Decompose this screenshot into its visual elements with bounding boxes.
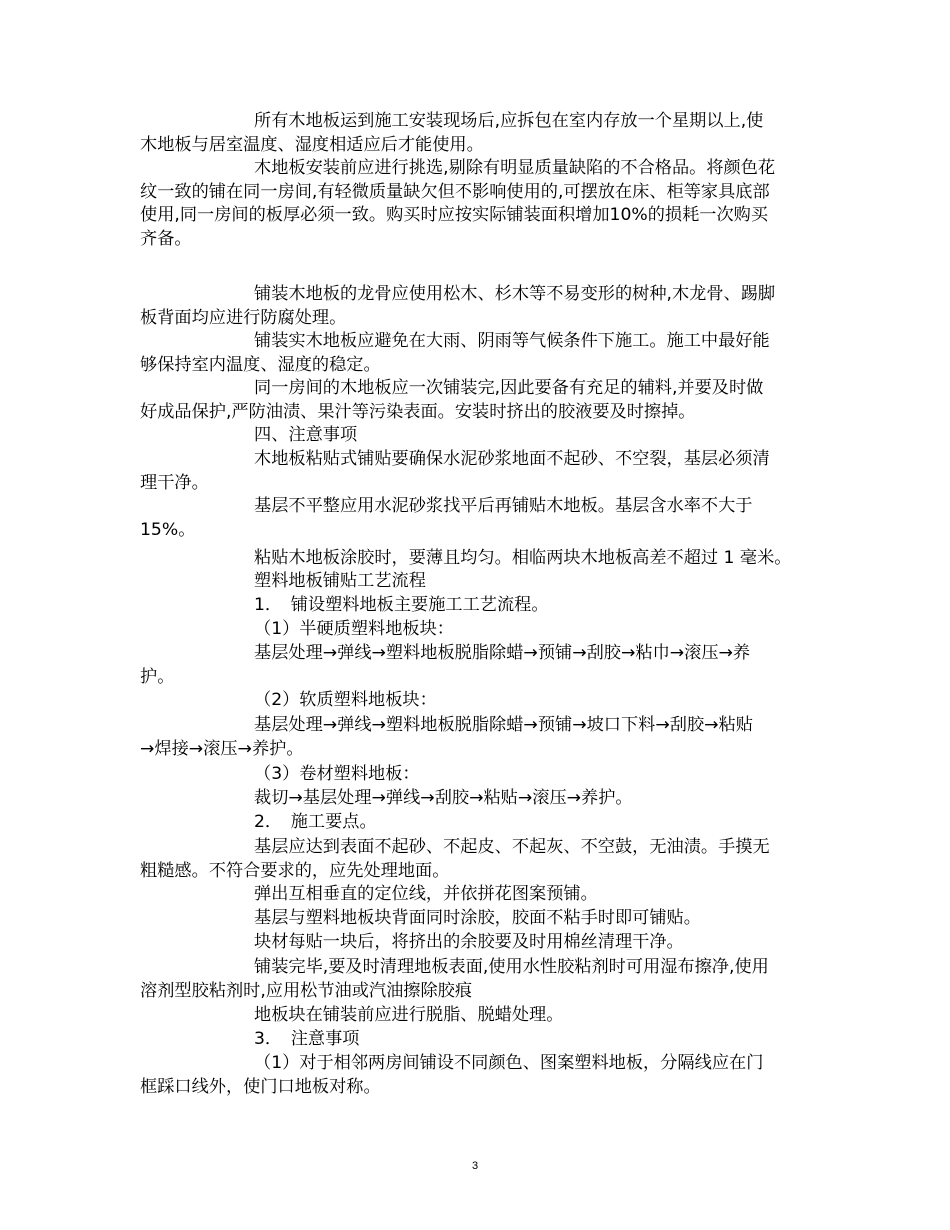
text-line: 板背面均应进行防腐处理。	[140, 307, 347, 328]
text-line: 木地板与居室温度、湿度相适应后才能使用。	[140, 134, 484, 155]
text-line: 够保持室内温度、湿度的稳定。	[140, 354, 381, 375]
subsection-heading: 2． 施工要点。	[254, 812, 377, 832]
paragraph-selection	[140, 157, 815, 251]
text-line: 基层不平整应用水泥砂浆找平后再铺贴木地板。基层含水率不大于	[254, 496, 753, 516]
text-line: 理干净。	[140, 472, 209, 493]
paragraph-leveling	[140, 495, 815, 542]
paragraph-clean-glue: 块材每贴一块后，将挤出的余胶要及时用棉丝清理干净。	[254, 932, 684, 952]
paragraph-positioning: 弹出互相垂直的定位线，并依拼花图案预铺。	[254, 884, 598, 904]
subsection-heading: 1． 铺设塑料地板主要施工工艺流程。	[254, 595, 549, 615]
paragraph-flow-semi-rigid	[140, 642, 815, 689]
paragraph-degrease: 地板块在铺装前应进行脱脂、脱蜡处理。	[254, 1005, 564, 1025]
text-line: 纹一致的铺在同一房间,有轻微质量缺欠但不影响使用的,可摆放在床、柜等家具底部	[140, 181, 770, 202]
text-line: 基层处理→弹线→塑料地板脱脂除蜡→预铺→坡口下料→刮胶→粘贴	[254, 715, 753, 735]
list-item-heading: （1）半硬质塑料地板块：	[254, 619, 454, 639]
list-item-heading: （2）软质塑料地板块：	[254, 690, 437, 710]
text-line: 铺装实木地板应避免在大雨、阴雨等气候条件下施工。施工中最好能	[254, 331, 770, 351]
section-heading: 塑料地板铺贴工艺流程	[254, 571, 426, 591]
paragraph-glue-both: 基层与塑料地板块背面同时涂胶，胶面不粘手时即可铺贴。	[254, 908, 701, 928]
text-line: 木地板粘贴式铺贴要确保水泥砂浆地面不起砂、不空裂，基层必须清	[254, 449, 770, 469]
text-line: 框踩口线外，使门口地板对称。	[140, 1076, 381, 1097]
text-line: 基层处理→弹线→塑料地板脱脂除蜡→预铺→刮胶→粘巾→滚压→养	[254, 643, 751, 663]
paragraph-base-requirements	[140, 836, 815, 883]
text-line: 基层应达到表面不起砂、不起皮、不起灰、不空鼓，无油渍。手摸无	[254, 837, 770, 857]
page-number: 3	[471, 1160, 479, 1172]
paragraph-glue-base	[140, 448, 815, 495]
text-line: 使用,同一房间的板厚必须一致。购买时应按实际铺装面积增加10%的损耗一次购买	[140, 205, 769, 225]
text-line: 溶剂型胶粘剂时,应用松节油或汽油擦除胶痕	[140, 980, 473, 1001]
paragraph-divider-line	[140, 1052, 815, 1099]
list-item-heading: （3）卷材塑料地板：	[254, 764, 420, 784]
text-line: 护。	[140, 666, 175, 687]
subsection-heading: 3． 注意事项	[254, 1029, 360, 1049]
text-line: →焊接→滚压→养护。	[140, 738, 304, 759]
paragraph-glue-thin: 粘贴木地板涂胶时，要薄且均匀。相临两块木地板高差不超过 1 毫米。	[254, 548, 792, 568]
text-line: 木地板安装前应进行挑选,剔除有明显质量缺陷的不合格品。将颜色花	[254, 158, 776, 178]
section-heading: 四、注意事项	[254, 425, 358, 445]
text-line: 铺装木地板的龙骨应使用松木、杉木等不易变形的树种,木龙骨、踢脚	[254, 284, 776, 304]
text-line: 所有木地板运到施工安装现场后,应拆包在室内存放一个星期以上,使	[254, 111, 764, 131]
text-line: （1）对于相邻两房间铺设不同颜色、图案塑料地板，分隔线应在门	[254, 1053, 764, 1073]
paragraph-weather	[140, 330, 815, 377]
paragraph-storage	[140, 110, 815, 157]
paragraph-after-finish	[140, 956, 815, 1003]
text-line: 齐备。	[140, 228, 192, 249]
text-line: 15%。	[140, 519, 196, 540]
paragraph-keel	[140, 283, 815, 330]
text-line: 粗糙感。不符合要求的，应先处理地面。	[140, 860, 450, 881]
text-line: 同一房间的木地板应一次铺装完,因此要备有充足的辅料,并要及时做	[254, 378, 764, 398]
text-line: 铺装完毕,要及时清理地板表面,使用水性胶粘剂时可用湿布擦净,使用	[254, 957, 769, 977]
paragraph-flow-roll: 裁切→基层处理→弹线→刮胶→粘贴→滚压→养护。	[254, 788, 633, 808]
paragraph-flow-soft	[140, 714, 815, 761]
text-line: 好成品保护,严防油渍、果汁等污染表面。安装时挤出的胶液要及时擦掉。	[140, 401, 696, 422]
paragraph-protection	[140, 377, 815, 424]
